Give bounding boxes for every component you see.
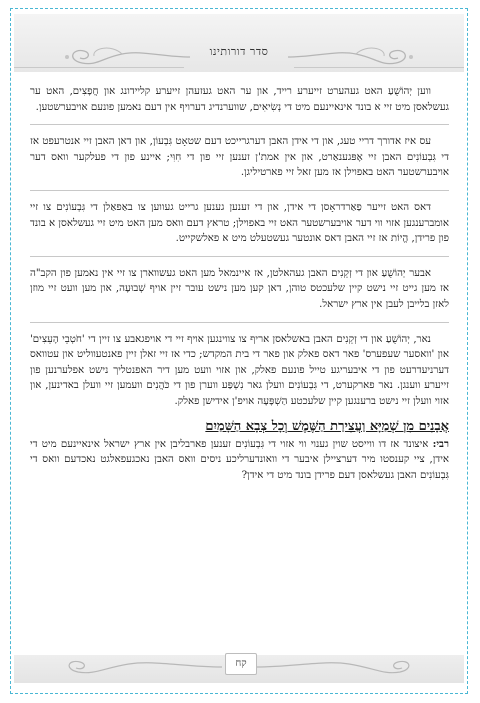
header-rule-left	[14, 67, 184, 68]
paragraph: ווען יְהוֹשֻׁעַ האט געהערט זייערע רייד, און ער האט געזעהן זייערע קליידונג און חֲפָצִים, האט ער געשלאסן מיט זיי א בונד אינאיינעם מיט די נְשִׂיאִים, שווערנדיג דערויף אין דעם נאמען פונעם אויבערשטען.	[30, 86, 449, 113]
header-rule-right	[294, 67, 464, 68]
paragraph: עס איז אדורך דריי טעג, און די אידן האבן דערגרייכט דעם שטאָט גִּבְעוֹן, און דאן האבן זיי אנטרעפט אז די גִּבְעוֹנִים האבן זיי אָפּגענאַרט, און אין אמת'ן זענען זיי פון די חִוִּי; איינע פון די פעלקער וואס דער אויבערשטער האט באפוילן אז מען זאל זיי פארטיליגן.	[30, 136, 449, 179]
scroll-ornament-footer-left	[34, 657, 224, 677]
rashi-label: רבי:	[432, 437, 449, 450]
rashi-paragraph	[30, 437, 449, 484]
verse-heading: אֲבָנִים מִן שְׁמַיָּא וַעֲצִירַת הַשֶּׁמֶשׁ וְכָל צְבָא הַשָּׁמַיִם	[205, 418, 449, 434]
scroll-ornament-footer-right	[254, 657, 444, 677]
divider	[30, 124, 449, 125]
paragraph: דאס האט זייער פַאַרדראָסן די אידן, און די זענען גענען גרייט געווען צו באַפאַלן די גִּבְעוֹנִים צו זיי אומברענגען אזוי ווי דער אויבערשטער האט זיי באפוילן; טראץ דעם וואס מען האט מיט זיי געשלאסן א בונד פון פרידן, הֱיוֹת אז זיי האבן דאס אונטער געשטעלט מיט א פאלשקייט.	[30, 201, 449, 245]
page-header	[14, 14, 464, 72]
paragraph: אבער יְהוֹשֻׁעַ און די זְקֵנִים האבן געהאלטן, אז איינמאל מען האט געשווארן צו זיי אין נאמען פון הקב"ה אז מען גייט זיי נישט קיין שלעכטס טוהן, דאן קען מען נישט עובר זיין אויף שְׁבוּעָה, און מען וועט זיי מוזן לאזן בלייבן לעבן אין ארץ ישראל.	[30, 267, 449, 310]
paragraph: נאר, יְהוֹשֻׁעַ און די זְקֵנִים האבן באשלאסן אריף צו צווינגען אויף זיי די אויפגאבע צו זיין די 'חֹטְבֵי הָעֵצִים' און 'וואסער שעפערס' פאר דאס פאלק און פאר די בית המקדש; כדי אז זיי זאלן זיין פאנטעווליט און עטוואס דערניעדרעט פון די איבעריגע טייל פונעם פאלק, און אזוי וועט מען דיר האפנטליך נישט אפלערנען פון זייערע ווענגן. נאר פארקערט, די גִּבְעוֹנִים וועלן גאר נִשְׁפַּע ווערן פון די כֹּהֲנִים וועמען זיי וועלן באדינען, און אזוי וועלן זיי נישט ברענגען קיין שלעכטע הַשְׁפָּעָה אויפ'ן אידישן פאלק.	[30, 333, 449, 407]
page-content	[30, 84, 449, 483]
header-title: סדר דורותינו	[209, 45, 269, 58]
scroll-ornament-right	[286, 46, 436, 68]
divider	[30, 322, 449, 323]
page-number: קח	[225, 653, 257, 675]
divider	[30, 190, 449, 191]
rashi-text: איצונד אז דו ווייסט שוין גענוי ווי אזוי די גִּבְעוֹנִים זענען פארבליבן אין ארץ ישראל אינאיינעם מיט די אידן, ציי קענסטו מיר דערציילן איבער די וואונדערליכע ניסים וואס האבן נאכגעפאלגט נאכדעם וואס די גִּבְעוֹנִים האבן געשלאסן דעם פרידן בונד מיט די אידן?	[30, 438, 449, 481]
divider	[30, 256, 449, 257]
